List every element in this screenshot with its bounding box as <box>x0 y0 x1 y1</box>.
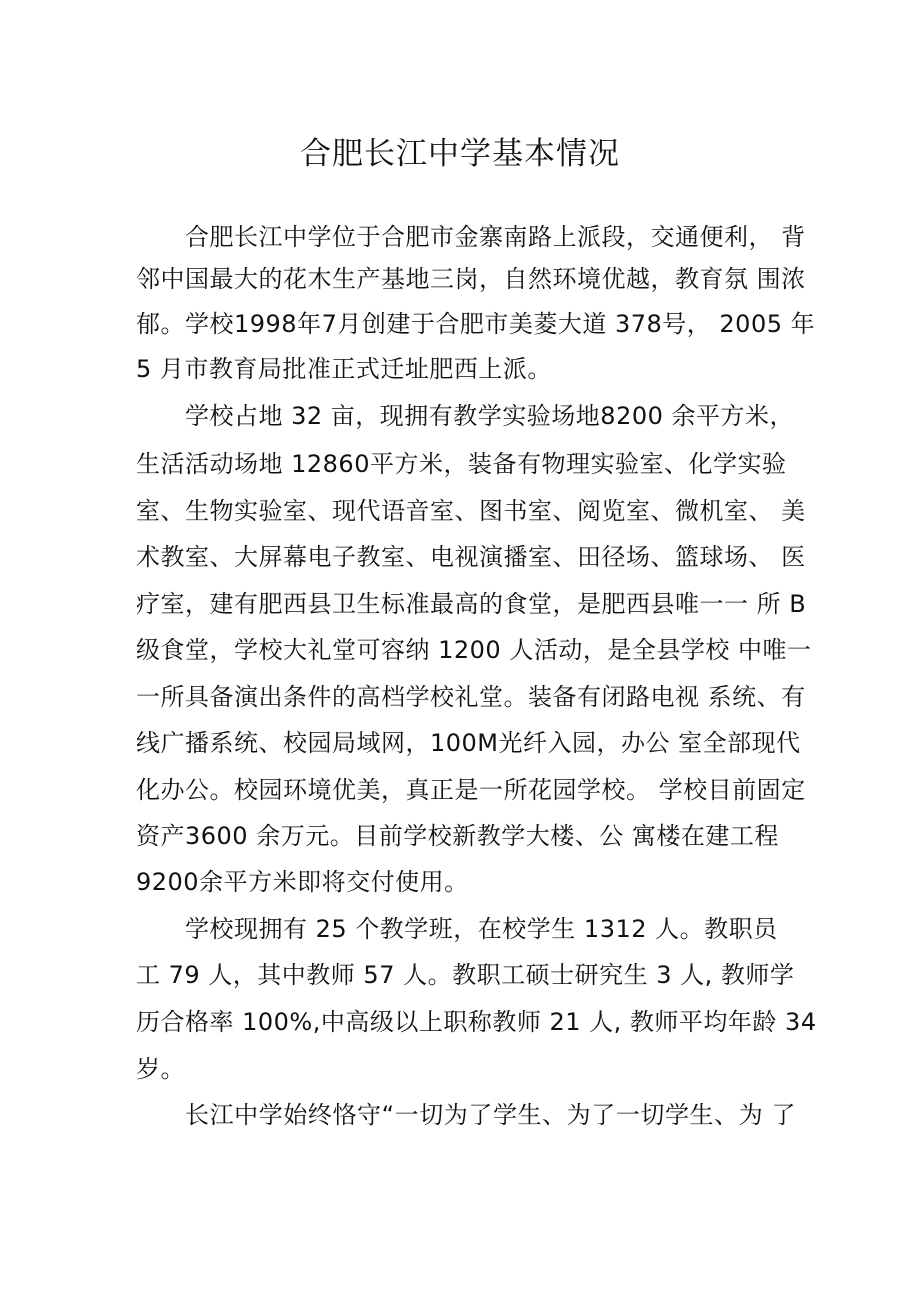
paragraph-3-line-4: 岁。 <box>136 1055 185 1083</box>
paragraph-2-line-10: 资产3600 余万元。目前学校新教学大楼、公 寓楼在建工程 <box>136 822 779 850</box>
paragraph-1-line-3: 郁。学校1998年7月创建于合肥市美菱大道 378号， 2005 年 <box>136 310 816 338</box>
paragraph-1-line-1: 合肥长江中学位于合肥市金寨南路上派段，交通便利， 背 <box>185 223 806 251</box>
paragraph-3-line-1: 学校现拥有 25 个教学班，在校学生 1312 人。教职员 <box>185 915 778 943</box>
paragraph-2-line-11: 9200余平方米即将交付使用。 <box>136 868 469 896</box>
paragraph-3-line-2: 工 79 人，其中教师 57 人。教职工硕士研究生 3 人, 教师学 <box>136 961 795 989</box>
paragraph-2-line-7: 一所具备演出条件的高档学校礼堂。装备有闭路电视 系统、有 <box>136 683 806 711</box>
paragraph-2-line-8: 线广播系统、校园局域网，100M光纤入园，办公 室全部现代 <box>136 729 801 757</box>
paragraph-2-line-3: 室、生物实验室、现代语音室、图书室、阅览室、微机室、 美 <box>136 497 806 525</box>
paragraph-3-line-3: 历合格率 100%,中高级以上职称教师 21 人, 教师平均年龄 34 <box>136 1008 817 1036</box>
paragraph-2-line-2: 生活活动场地 12860平方米，装备有物理实验室、化学实验 <box>136 450 787 478</box>
paragraph-2-line-4: 术教室、大屏幕电子教室、电视演播室、田径场、篮球场、 医 <box>136 543 806 571</box>
paragraph-2-line-6: 级食堂，学校大礼堂可容纳 1200 人活动，是全县学校 中唯一 <box>136 636 812 664</box>
paragraph-4-line-1: 长江中学始终恪守“一切为了学生、为了一切学生、为 了 <box>185 1101 796 1129</box>
paragraph-2-line-9: 化办公。校园环境优美，真正是一所花园学校。 学校目前固定 <box>136 776 806 804</box>
paragraph-1-line-4: 5 月市教育局批准正式迁址肥西上派。 <box>136 355 552 383</box>
paragraph-2-line-5: 疗室，建有肥西县卫生标准最高的食堂，是肥西县唯一一 所 B <box>136 590 807 618</box>
page-title: 合肥长江中学基本情况 <box>300 136 620 172</box>
paragraph-1-line-2: 邻中国最大的花木生产基地三岗，自然环境优越，教育氛 围浓 <box>136 265 806 293</box>
paragraph-2-line-1: 学校占地 32 亩，现拥有教学实验场地8200 余平方米， <box>185 402 795 430</box>
